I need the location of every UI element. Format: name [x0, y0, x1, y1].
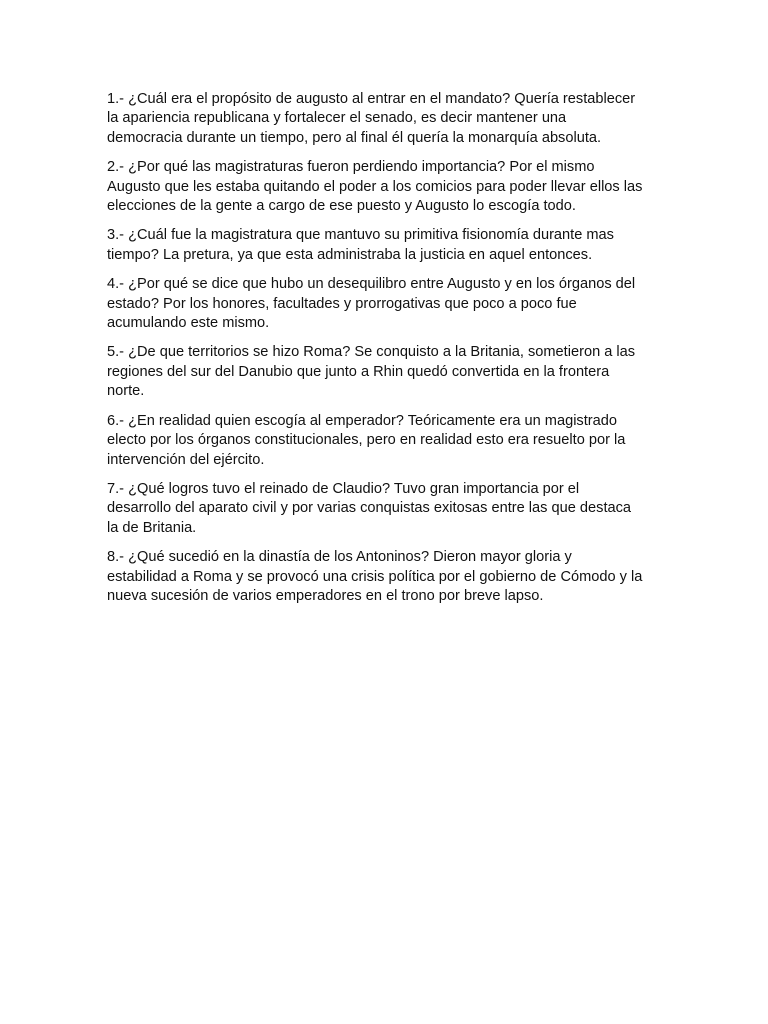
text-line: Augusto que les estaba quitando el poder a los comicios para poder llevar ellos las: [107, 178, 643, 195]
text-line: 6.- ¿En realidad quien escogía al emperador? Teóricamente era un magistrado: [107, 412, 617, 429]
text-line: intervención del ejército.: [107, 451, 265, 468]
question-answer-3: [107, 226, 665, 265]
text-line: 1.- ¿Cuál era el propósito de augusto al entrar en el mandato? Quería restablecer: [107, 91, 636, 107]
text-line: la de Britania.: [107, 519, 197, 536]
text-line: 8.- ¿Qué sucedió en la dinastía de los Antoninos? Dieron mayor gloria y: [107, 549, 572, 566]
question-answer-7: [107, 480, 665, 538]
question-answer-2: [107, 158, 665, 216]
question-answer-8: [107, 548, 665, 606]
text-line: tiempo? La pretura, ya que esta administraba la justicia en aquel entonces.: [107, 246, 593, 263]
text-line: nueva sucesión de varios emperadores en el trono por breve lapso.: [107, 587, 544, 604]
text-line: 2.- ¿Por qué las magistraturas fueron perdiendo importancia? Por el mismo: [107, 159, 595, 176]
text-line: 7.- ¿Qué logros tuvo el reinado de Claudio? Tuvo gran importancia por el: [107, 480, 580, 497]
question-answer-5: [107, 343, 665, 401]
document-page: [107, 90, 665, 616]
text-line: democracia durante un tiempo, pero al final él quería la monarquía absoluta.: [107, 129, 602, 146]
text-line: 3.- ¿Cuál fue la magistratura que mantuvo su primitiva fisionomía durante mas: [107, 227, 614, 244]
question-answer-4: [107, 275, 665, 333]
question-answer-1: [107, 90, 665, 148]
text-line: acumulando este mismo.: [107, 315, 270, 332]
question-answer-6: [107, 412, 665, 470]
text-line: norte.: [107, 383, 145, 400]
text-line: estado? Por los honores, facultades y prorrogativas que poco a poco fue: [107, 295, 577, 312]
text-line: estabilidad a Roma y se provocó una crisis política por el gobierno de Cómodo y la: [107, 568, 643, 585]
text-line: regiones del sur del Danubio que junto a Rhin quedó convertida en la frontera: [107, 363, 610, 380]
text-line: 4.- ¿Por qué se dice que hubo un desequilibro entre Augusto y en los órganos del: [107, 276, 636, 293]
text-line: desarrollo del aparato civil y por varias conquistas exitosas entre las que destaca: [107, 500, 632, 517]
text-line: elecciones de la gente a cargo de ese puesto y Augusto lo escogía todo.: [107, 198, 576, 215]
text-line: la apariencia republicana y fortalecer el senado, es decir mantener una: [107, 110, 567, 127]
text-line: 5.- ¿De que territorios se hizo Roma? Se conquisto a la Britania, sometieron a las: [107, 344, 636, 361]
text-line: electo por los órganos constitucionales, pero en realidad esto era resuelto por la: [107, 432, 626, 449]
